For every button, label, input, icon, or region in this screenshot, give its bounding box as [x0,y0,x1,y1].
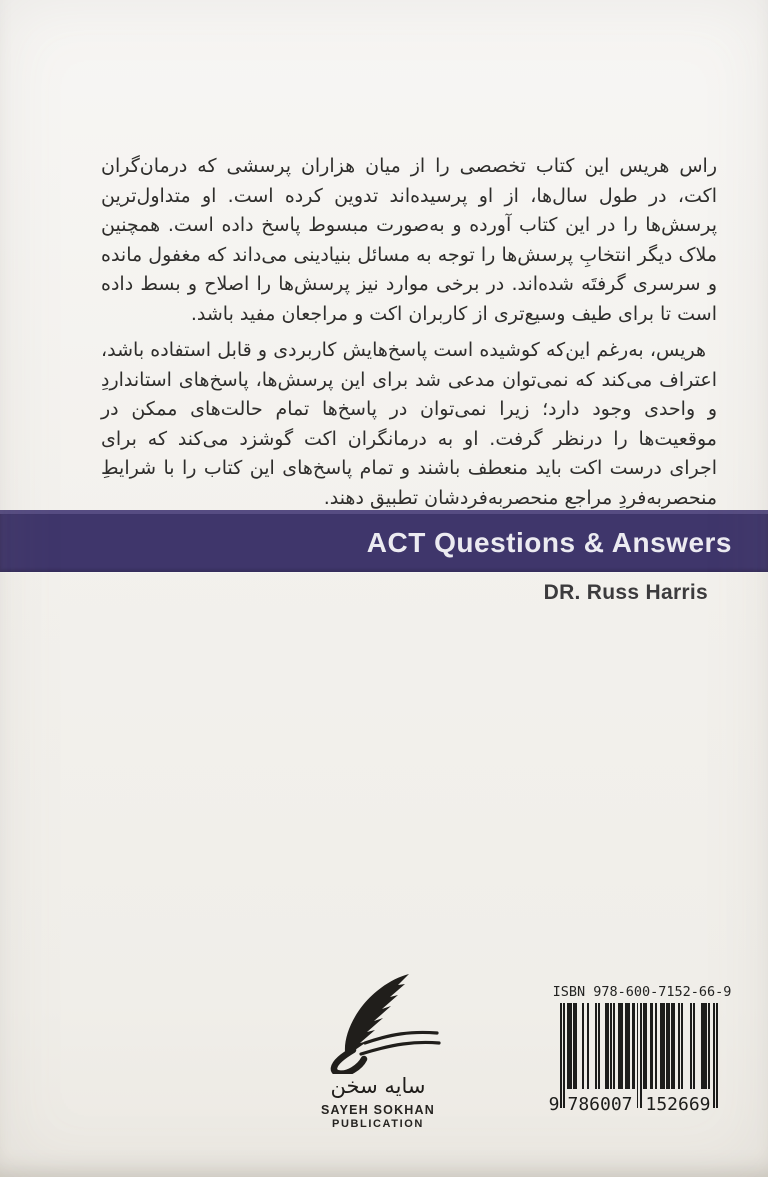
barcode-digits-left: 786007 [567,1094,633,1115]
barcode-bar [716,1003,718,1108]
barcode-bar [690,1003,692,1089]
barcode-bar [628,1003,630,1089]
barcode-bar [570,1003,572,1089]
barcode-bar [610,1003,612,1089]
publisher-logo-block [293,970,463,1130]
quill-feather-icon [293,970,463,1074]
barcode-bar [560,1003,562,1108]
barcode-bar [681,1003,683,1089]
barcode-bar [651,1003,653,1089]
barcode-bar [645,1003,647,1089]
barcode-bar [563,1003,565,1108]
barcode-bar [713,1003,715,1108]
barcode-bar [598,1003,600,1089]
barcode-bar [663,1003,665,1089]
barcode-bar [607,1003,609,1089]
book-title-english: ACT Questions & Answers [366,527,732,558]
barcode-bar [708,1003,710,1089]
barcode-bar [668,1003,670,1089]
publisher-name-farsi: سایه سخن [330,1074,426,1098]
barcode-bar [678,1003,680,1089]
barcode-bar [637,1003,639,1108]
barcode-bar [582,1003,584,1089]
barcode-bar [613,1003,615,1089]
barcode-bar [655,1003,657,1089]
barcode-bar [673,1003,675,1089]
barcode-bar [640,1003,642,1108]
barcode-bar [693,1003,695,1089]
barcode-bar [587,1003,589,1089]
back-cover-blurb [101,152,717,520]
author-name: DR. Russ Harris [543,581,708,604]
isbn-label: ISBN 978-600-7152-66-9 [552,984,732,1000]
barcode-digits-right: 152669 [645,1094,711,1115]
barcode-bar [575,1003,577,1089]
blurb-paragraph-2: هریس، به‌رغم این‌که کوشیده است پاسخ‌هایش کاربردی و قابل استفاده باشد، اعتراف می‌کند که نمی‌توان مدعی شد برای این پرسش‌ها، پاسخ‌های استانداردِ و واحدی وجود دارد؛ زیرا نمی‌توان در پاسخ‌ها تمام حالت‌های ممکن در موقعیت‌ها را درنظر گرفت. او به درمانگران اکت گوشزد می‌کند که برای اجرای درست اکت باید منعطف باشند و تمام پاسخ‌های این کتاب را با شرایطِ منحصربه‌فردِ مراجعِ منحصربه‌فردشان تطبیق دهند. [101,339,717,509]
publisher-name-english-line2: PUBLICATION [332,1118,424,1130]
barcode-bar [622,1003,624,1089]
title-banner [0,510,768,572]
barcode-bar [595,1003,597,1089]
barcode-bars [548,1003,718,1131]
barcode-bar [705,1003,707,1089]
publisher-name-english: SAYEH SOKHAN [321,1103,435,1117]
blurb-paragraph-1: راس هریس این کتاب تخصصی را از میان هزاران پرسشی که درمان‌گران اکت، در طول سال‌ها، از او پرسیده‌اند تدوین کرده است. او متداول‌ترین پرسش‌ها را در این کتاب آورده و به‌صورت مبسوط پاسخ داده است. همچنین ملاک دیگر انتخابِ پرسش‌ها را توجه به مسائل بنیادینی می‌داند که مغفول مانده و سرسری گرفتَه شده‌اند. در برخی موارد نیز پرسش‌ها را اصلاح و بسط داده است تا برای طیف وسیع‌تری از کاربران اکت و مراجعان مفید باشد. [101,155,717,325]
barcode-digit-lead: 9 [548,1094,560,1115]
barcode-bar [633,1003,635,1089]
isbn-barcode-block [548,984,732,1131]
